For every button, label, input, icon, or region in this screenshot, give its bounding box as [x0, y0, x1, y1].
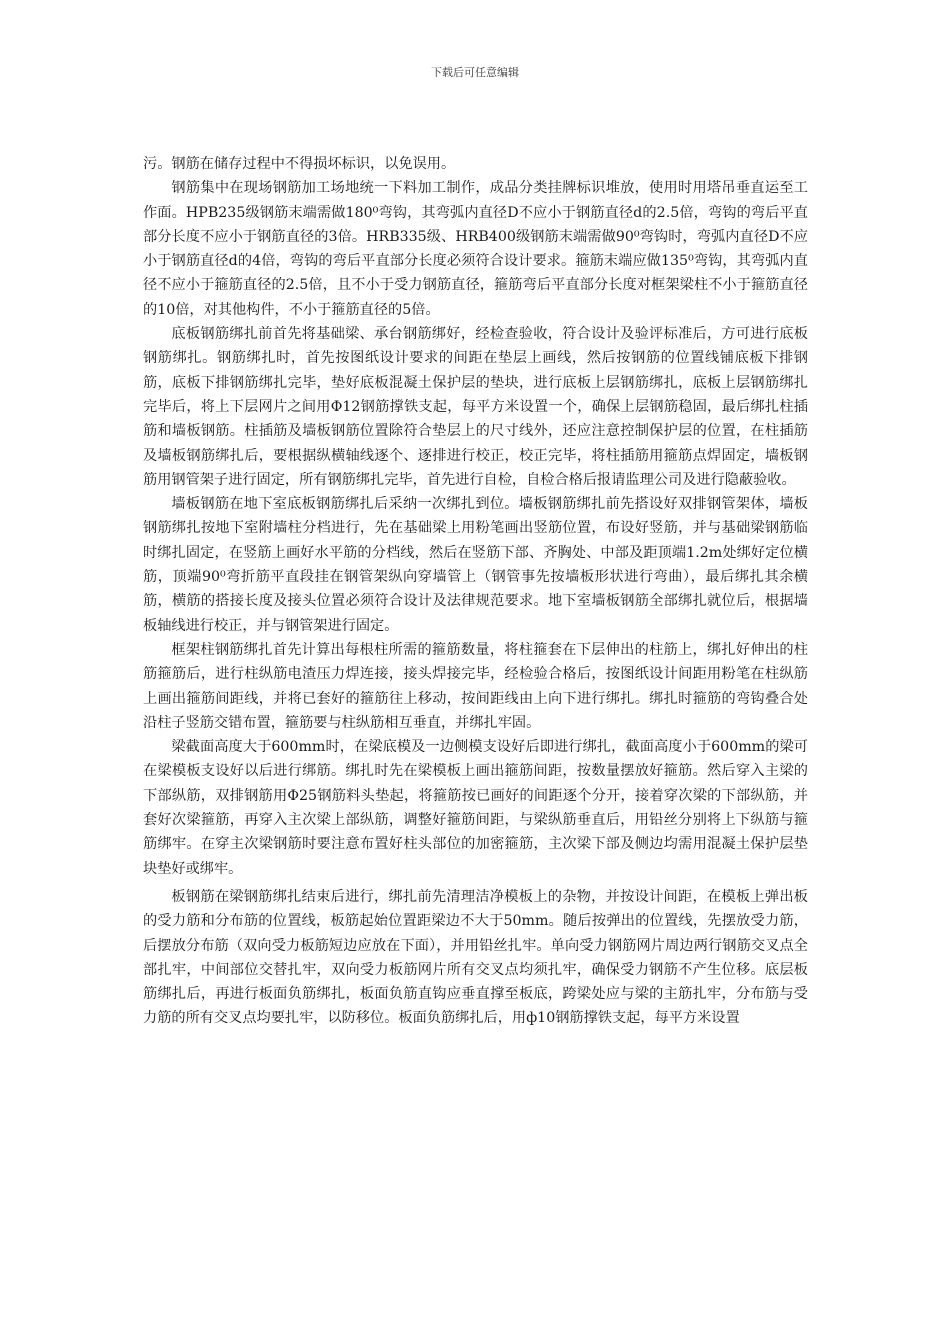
paragraph-slab-rebar: 板钢筋在梁钢筋绑扎结束后进行，绑扎前先清理洁净模板上的杂物，并按设计间距，在模板上弹出板的受力筋和分布筋的位置线，板筋起始位置距梁边不大于50mm。随后按弹出的位置线，先摆放受力筋，后摆放分布筋（双向受力板筋短边应放在下面），并用铅丝扎牢。单向受力钢筋网片周边两行钢筋交叉点全部扎牢，中间部位交替扎牢，双向受力板筋网片所有交叉点均须扎牢，确保受力钢筋不产生位移。底层板筋绑扎后，再进行板面负筋绑扎，板面负筋直钩应垂直撑至板底，跨梁处应与梁的主筋扎牢，分布筋与受力筋的所有交叉点均要扎牢，以防移位。板面负筋绑扎后，用ф10钢筋撑铁支起，每平方米设置	[143, 888, 808, 1027]
paragraph-frame-column: 框架柱钢筋绑扎首先计算出每根柱所需的箍筋数量，将柱箍套在下层伸出的柱筋上，绑扎好伸出的柱筋箍筋后，进行柱纵筋电渣压力焊连接，接头焊接完毕，经检验合格后，按图纸设计间距用粉笔在柱纵筋上画出箍筋间距线，并将已套好的箍筋往上移动，按间距线由上向下进行绑扎。绑扎时箍筋的弯钩叠合处沿柱子竖筋交错布置，箍筋要与柱纵筋相互垂直，并绑扎牢固。	[143, 641, 808, 731]
page-header: 下载后可任意编辑	[431, 66, 519, 79]
paragraph-rebar-processing: 钢筋集中在现场钢筋加工场地统一下料加工制作，成品分类挂牌标识堆放，使用时用塔吊垂直运至工作面。HPB235级钢筋末端需做180⁰弯钩，其弯弧内直径D不应小于钢筋直径d的2.5倍，弯钩的弯后平直部分长度不应小于钢筋直径的3倍。HRB335级、HRB400级钢筋末端需做90⁰弯钩时，弯弧内直径D不应小于钢筋直径d的4倍，弯钩的弯后平直部分长度必须符合设计要求。箍筋末端应做135⁰弯钩，其弯弧内直径不应小于箍筋直径的2.5倍，且不小于受力钢筋直径，箍筋弯后平直部分长度对框架梁柱不小于箍筋直径的10倍，对其他构件，不小于箍筋直径的5倍。	[143, 180, 808, 318]
paragraph-continuation: 污。钢筋在储存过程中不得损坏标识，以免误用。	[143, 156, 456, 172]
paragraph-bottom-slab: 底板钢筋绑扎前首先将基础梁、承台钢筋绑好，经检查验收，符合设计及验评标准后，方可进行底板钢筋绑扎。钢筋绑扎时，首先按图纸设计要求的间距在垫层上画线，然后按钢筋的位置线铺底板下排钢筋，底板下排钢筋绑扎完毕，垫好底板混凝土保护层的垫块，进行底板上层钢筋绑扎，底板上层钢筋绑扎完毕后，将上下层网片之间用Φ12钢筋撑铁支起，每平方米设置一个，确保上层钢筋稳固，最后绑扎柱插筋和墙板钢筋。柱插筋及墙板钢筋位置除符合垫层上的尺寸线外，还应注意控制保护层的位置，在柱插筋及墙板钢筋绑扎后，要根据纵横轴线逐个、逐排进行校正，校正完毕，将柱插筋用箍筋点焊固定，墙板钢筋用钢管架子进行固定，所有钢筋绑扎完毕，首先进行自检，自检合格后报请监理公司及进行隐蔽验收。	[143, 326, 808, 488]
document-body	[143, 152, 808, 1031]
paragraph-beam-rebar: 梁截面高度大于600mm时，在梁底模及一边侧模支设好后即进行绑扎，截面高度小于600mm的梁可在梁模板支设好以后进行绑筋。绑扎时先在梁模板上画出箍筋间距，按数量摆放好箍筋。然后穿入主梁的下部纵筋，双排钢筋用Φ25钢筋料头垫起，将箍筋按已画好的间距逐个分开，接着穿次梁的下部纵筋，并套好次梁箍筋，再穿入主次梁上部纵筋，调整好箍筋间距，与梁纵筋垂直后，用铅丝分别将上下纵筋与箍筋绑牢。在穿主次梁钢筋时要注意布置好柱头部位的加密箍筋，主次梁下部及侧边均需用混凝土保护层垫块垫好或绑牢。	[143, 739, 808, 877]
paragraph-wall-rebar: 墙板钢筋在地下室底板钢筋绑扎后采纳一次绑扎到位。墙板钢筋绑扎前先搭设好双排钢管架体，墙板钢筋绑扎按地下室附墙柱分档进行，先在基础梁上用粉笔画出竖筋位置，布设好竖筋，并与基础梁钢筋临时绑扎固定，在竖筋上画好水平筋的分档线，然后在竖筋下部、齐胸处、中部及距顶端1.2m处绑好定位横筋，顶端90⁰弯折筋平直段挂在钢管架纵向穿墙管上（钢管事先按墙板形状进行弯曲），最后绑扎其余横筋，横筋的搭接长度及接头位置必须符合设计及法律规范要求。地下室墙板钢筋全部绑扎就位后，根据墙板轴线进行校正，并与钢管架进行固定。	[143, 496, 808, 634]
